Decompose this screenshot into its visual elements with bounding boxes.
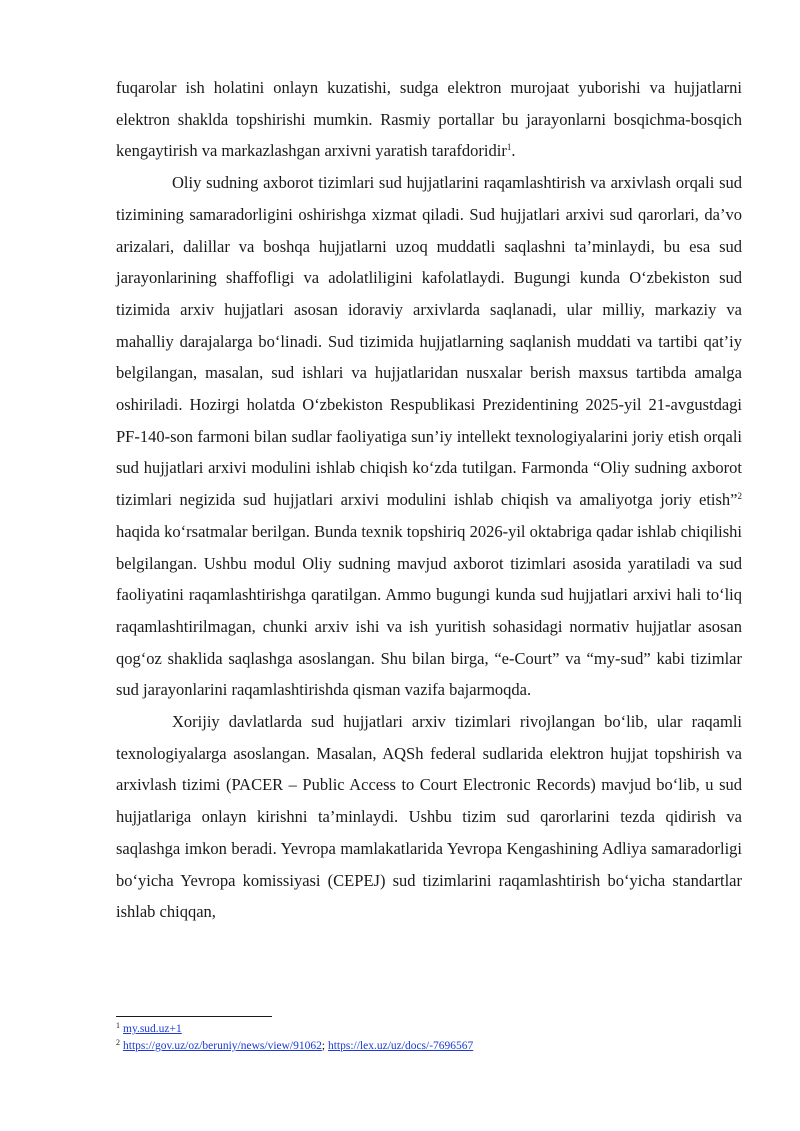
footnote-link[interactable]: https://gov.uz/oz/beruniy/news/view/91062 [123, 1040, 322, 1052]
footnote-link[interactable]: my.sud.uz+1 [123, 1023, 182, 1035]
paragraph-text: Xorijiy davlatlarda sud hujjatlari arxiv tizimlari rivojlangan bo‘lib, ular raqamli texnologiyalarga asoslangan. Masalan, AQSh federal sudlarida elektron hujjat topshirish va arxivlash tizimi (PACER – Public Access to Court Electronic Records) mavjud bo‘lib, u sud hujjatlariga onlayn kirishni ta’minlaydi. Ushbu tizim sud qarorlarini tezda qidirish va saqlashga imkon beradi. Yevropa mamlakatlarida Yevropa Kengashining Adliya samaradorligi bo‘yicha Yevropa komissiyasi (CEPEJ) sud tizimlarini raqamlashtirish bo‘yicha standartlar ishlab chiqqan, [116, 712, 742, 922]
footnote-list [116, 1021, 742, 1055]
footnote-item [116, 1038, 742, 1055]
footnote-item [116, 1021, 742, 1038]
footnote-separator [116, 1016, 272, 1017]
footnotes [116, 1016, 742, 1055]
paragraph-text: haqida ko‘rsatmalar berilgan. Bunda texnik topshiriq 2026-yil oktabriga qadar ishlab chiqilishi belgilangan. Ushbu modul Oliy sudning mavjud axborot tizimlari asosida yaratiladi va sud faoliyatini raqamlashtirishga qaratilgan. Ammo bugungi kunda sud hujjatlari arxivi hali to‘liq raqamlashtirilmagan, chunki arxiv ishi va ish yuritish sohasidagi normativ hujjatlar asosan qog‘oz shaklida saqlashga asoslangan. Shu bilan birga, “e-Court” va “my-sud” kabi tizimlar sud jarayonlarini raqamlashtirishda qisman vazifa bajarmoqda. [116, 521, 742, 700]
footnote-separator-text: ; [321, 1040, 328, 1052]
body-text [116, 72, 742, 928]
paragraph [116, 167, 742, 706]
paragraph-text: fuqarolar ish holatini onlayn kuzatishi, sudga elektron murojaat yuborishi va hujjatlarni elektron shaklda topshirishi mumkin. Rasmiy portallar bu jarayonlarni bosqichma-bosqich kengaytirish va markazlashgan arxivni yaratish tarafdoridir [116, 78, 742, 161]
footnote-ref[interactable]: 1 [506, 142, 512, 153]
paragraph-text: . [511, 141, 516, 161]
footnote-ref[interactable]: 2 [737, 491, 742, 502]
footnote-number: 1 [116, 1021, 120, 1030]
footnote-number: 2 [116, 1038, 120, 1047]
footnote-link[interactable]: https://lex.uz/uz/docs/-7696567 [327, 1040, 474, 1052]
paragraph [116, 706, 742, 928]
paragraph [116, 72, 742, 167]
paragraph-text: Oliy sudning axborot tizimlari sud hujjatlarini raqamlashtirish va arxivlash orqali sud tizimining samaradorligini oshirishga xizmat qiladi. Sud hujjatlari arxivi sud qarorlari, da’vo arizalari, dalillar va boshqa hujjatlarni uzoq muddatli saqlashni ta’minlaydi, bu esa sud jarayonlarining shaffofligi va adolatliligini kafolatlaydi. Bugungi kunda O‘zbekiston sud tizimida arxiv hujjatlari asosan idoraviy arxivlarda saqlanadi, ular milliy, markaziy va mahalliy darajalarga bo‘linadi. Sud tizimida hujjatlarning saqlanish muddati va tartibi qat’iy belgilangan, masalan, sud ishlari va hujjatlaridan nusxalar berish maxsus tartibda amalga oshiriladi. Hozirgi holatda O‘zbekiston Respublikasi Prezidentining 2025-yil 21-avgustdagi PF-140-son farmoni bilan sudlar faoliyatiga sun’iy intellekt texnologiyalarini joriy etish orqali sud hujjatlari arxivi modulini ishlab chiqish ko‘zda tutilgan. Farmonda “Oliy sudning axborot tizimlari negizida sud hujjatlari arxivi modulini ishlab chiqish va amaliyotga joriy etish” [116, 173, 742, 510]
